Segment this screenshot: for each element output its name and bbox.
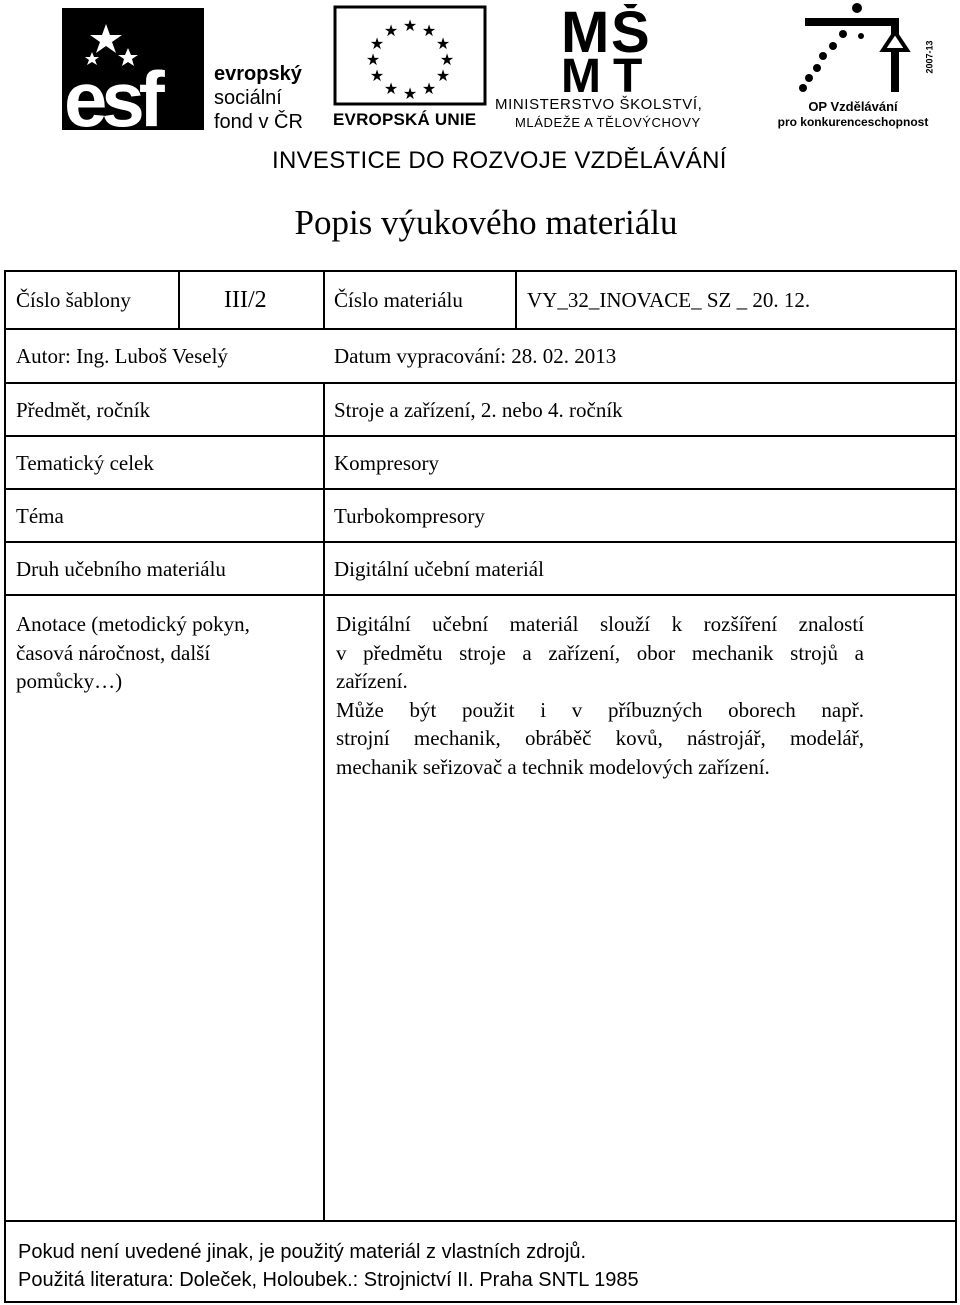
row-divider bbox=[6, 488, 955, 490]
col-divider bbox=[178, 272, 180, 328]
msmt-line-1: MINISTERSTVO ŠKOLSTVÍ, bbox=[495, 96, 703, 113]
esf-mark-icon bbox=[62, 8, 212, 133]
esf-line-1: evropský bbox=[214, 63, 302, 85]
svg-text:T: T bbox=[613, 50, 643, 94]
logo-band bbox=[0, 0, 960, 185]
row-divider bbox=[6, 541, 955, 543]
svg-text:★: ★ bbox=[402, 84, 418, 103]
datum-vypracovani: Datum vypracování: 28. 02. 2013 bbox=[334, 344, 617, 368]
cislo-materialu-label: Číslo materiálu bbox=[334, 288, 463, 312]
op-line-2: pro konkurenceschopnost bbox=[777, 115, 929, 129]
svg-text:★: ★ bbox=[369, 66, 385, 85]
col-divider bbox=[515, 272, 517, 328]
op-line-1: OP Vzdělávání bbox=[808, 99, 898, 114]
msmt-mark-icon bbox=[495, 4, 760, 94]
svg-text:★: ★ bbox=[383, 79, 399, 98]
anotace-text bbox=[336, 610, 864, 781]
footer-line: Pokud není uvedené jinak, je použitý materiál z vlastních zdrojů. bbox=[18, 1241, 587, 1263]
anotace-line: zařízení. bbox=[336, 669, 408, 693]
svg-text:★: ★ bbox=[439, 50, 455, 69]
anotace-line: v předmětu stroje a zařízení, obor mechanik strojů a bbox=[336, 640, 864, 665]
footer-note bbox=[18, 1238, 639, 1294]
esf-logo bbox=[62, 8, 322, 133]
svg-text:★: ★ bbox=[369, 34, 385, 53]
row-value-predmet: Stroje a zařízení, 2. nebo 4. ročník bbox=[334, 398, 623, 422]
svg-text:★: ★ bbox=[421, 21, 437, 40]
row-value-druh: Digitální učební materiál bbox=[334, 557, 544, 581]
svg-text:★: ★ bbox=[402, 16, 418, 35]
eu-flag-icon bbox=[333, 5, 498, 107]
anotace-line: Může být použit i v příbuzných oborech např. bbox=[336, 697, 864, 722]
investice-heading: INVESTICE DO ROZVOJE VZDĚLÁVÁNÍ bbox=[272, 147, 727, 174]
svg-text:M: M bbox=[561, 50, 601, 94]
page-title: Popis výukového materiálu bbox=[294, 203, 678, 242]
anotace-label bbox=[16, 610, 250, 696]
msmt-logo bbox=[495, 4, 760, 132]
row-divider bbox=[6, 382, 955, 384]
cislo-materialu-value: VY_32_INOVACE_ SZ _ 20. 12. bbox=[527, 288, 811, 312]
op-years: 2007-13 bbox=[924, 40, 935, 74]
msmt-line-2: MLÁDEŽE A TĚLOVÝCHOVY bbox=[515, 115, 701, 130]
row-divider bbox=[6, 1220, 955, 1222]
eu-label: EVROPSKÁ UNIE bbox=[333, 110, 477, 129]
svg-text:★: ★ bbox=[383, 21, 399, 40]
col-divider bbox=[323, 272, 325, 328]
row-label-tematicky-celek: Tematický celek bbox=[16, 451, 154, 475]
cislo-sablony-value: III/2 bbox=[224, 287, 267, 313]
svg-text:★: ★ bbox=[421, 79, 437, 98]
svg-text:★: ★ bbox=[365, 50, 381, 69]
anotace-label-line: Anotace (metodický pokyn, bbox=[16, 612, 250, 636]
svg-text:esf: esf bbox=[64, 55, 159, 133]
row-value-tema: Turbokompresory bbox=[334, 504, 485, 528]
cislo-sablony-label: Číslo šablony bbox=[16, 288, 131, 312]
row-label-predmet: Předmět, ročník bbox=[16, 398, 151, 422]
anotace-label-line: pomůcky…) bbox=[16, 669, 123, 693]
row-label-tema: Téma bbox=[16, 504, 64, 528]
esf-text bbox=[214, 62, 303, 134]
anotace-line: strojní mechanik, obráběč kovů, nástrojář, modelář, bbox=[336, 726, 864, 750]
row-label-druh: Druh učebního materiálu bbox=[16, 557, 226, 581]
eu-logo bbox=[333, 5, 498, 130]
row-divider bbox=[6, 594, 955, 596]
anotace-label-line: časová náročnost, další bbox=[16, 640, 211, 665]
row-value-tematicky-celek: Kompresory bbox=[334, 451, 439, 475]
esf-line-3: fond v ČR bbox=[214, 111, 303, 133]
svg-text:★: ★ bbox=[435, 66, 451, 85]
form-table bbox=[4, 270, 957, 1303]
svg-text:Š: Š bbox=[611, 4, 650, 65]
row-divider bbox=[6, 328, 955, 330]
anotace-line: Digitální učební materiál slouží k rozšíření znalostí bbox=[336, 612, 864, 636]
anotace-line: mechanik seřizovač a technik modelových zařízení. bbox=[336, 754, 770, 779]
op-logo bbox=[765, 2, 940, 132]
esf-line-2: sociální bbox=[214, 87, 282, 109]
op-mark-icon bbox=[765, 2, 940, 97]
row-divider bbox=[6, 435, 955, 437]
autor: Autor: Ing. Luboš Veselý bbox=[16, 344, 228, 368]
svg-text:★: ★ bbox=[435, 34, 451, 53]
svg-text:M: M bbox=[561, 4, 610, 65]
col-divider bbox=[323, 382, 325, 1220]
footer-line: Použitá literatura: Doleček, Holoubek.: Strojnictví II. Praha SNTL 1985 bbox=[18, 1269, 639, 1291]
